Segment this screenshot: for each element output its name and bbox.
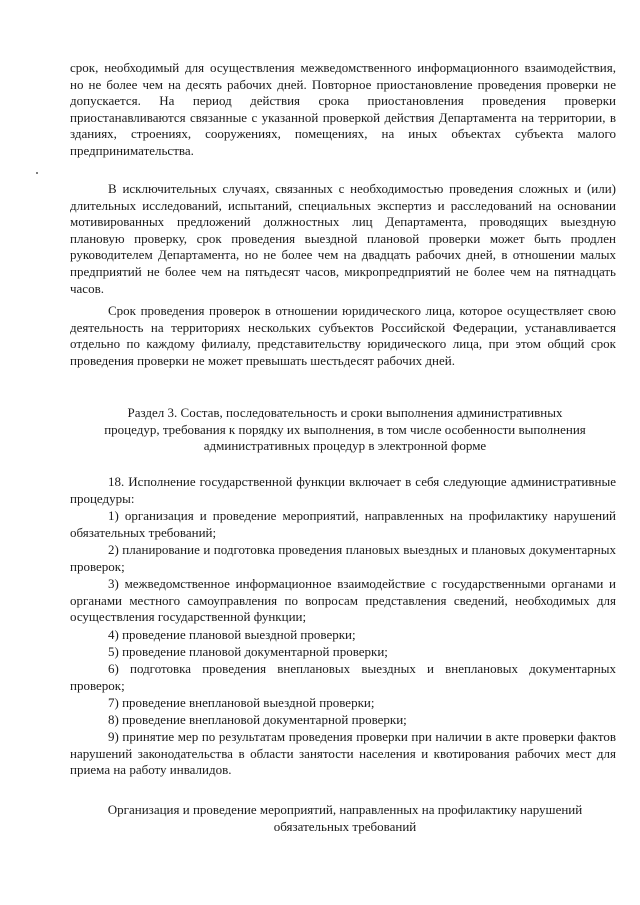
subsection-heading: Организация и проведение мероприятий, направленных на профилактику нарушений обязательных требований	[107, 802, 583, 834]
procedure-item-7: 7) проведение внеплановой выездной проверки;	[108, 695, 375, 710]
procedure-item-9: 9) принятие мер по результатам проведения проверки при наличии в акте проверки фактов нарушений законодательства в области занятости населения и квотирования рабочих мест для приема на работу инвалидов.	[70, 729, 616, 778]
procedure-item-6: 6) подготовка проведения внеплановых выездных и внеплановых документарных проверок;	[70, 661, 616, 693]
exception-paragraph: В исключительных случаях, связанных с необходимостью проведения сложных и (или) длительных исследований, испытаний, специальных экспертиз и расследований на основании мотивированных предложений должностных лиц Департамента, проводящих выездную плановую проверку, срок проведения выездной плановой проверки может быть продлен руководителем Департамента, но не более чем на двадцать рабочих дней, в отношении малых предприятий не более чем на пятьдесят часов, микропредприятий не более чем на пятнадцать часов.	[70, 181, 616, 296]
procedure-item-5: 5) проведение плановой документарной проверки;	[108, 644, 388, 659]
section-3-heading: Раздел 3. Состав, последовательность и сроки выполнения административных процедур, требования к порядку их выполнения, в том числе особенности выполнения административных процедур в электронной форме	[104, 405, 586, 454]
procedure-item-2: 2) планирование и подготовка проведения плановых выездных и плановых документарных проверок;	[70, 542, 616, 574]
intro-paragraph: срок, необходимый для осуществления межведомственного информационного взаимодействия, но не более чем на десять рабочих дней. Повторное приостановление проведения проверки не допускается. На период действия срока приостановления проведения проверки приостанавливаются связанные с указанной проверкой действия Департамента на территории, в зданиях, строениях, сооружениях, помещениях, на иных объектах субъекта малого предпринимательства.	[70, 60, 616, 158]
procedure-item-8: 8) проведение внеплановой документарной проверки;	[108, 712, 407, 727]
scan-speck	[36, 172, 38, 174]
item-18-intro: 18. Исполнение государственной функции включает в себя следующие административные процедуры:	[70, 474, 616, 506]
procedure-item-4: 4) проведение плановой выездной проверки;	[108, 627, 356, 642]
branches-paragraph: Срок проведения проверок в отношении юридического лица, которое осуществляет свою деятельность на территориях нескольких субъектов Российской Федерации, устанавливается отдельно по каждому филиалу, представительству юридического лица, при этом общий срок проведения проверки не может превышать шестьдесят рабочих дней.	[70, 303, 616, 368]
procedure-item-3: 3) межведомственное информационное взаимодействие с государственными органами и органами местного самоуправления по вопросам представления сведений, необходимых для осуществления государственной функции;	[70, 576, 616, 625]
procedure-item-1: 1) организация и проведение мероприятий, направленных на профилактику нарушений обязательных требований;	[70, 508, 616, 540]
